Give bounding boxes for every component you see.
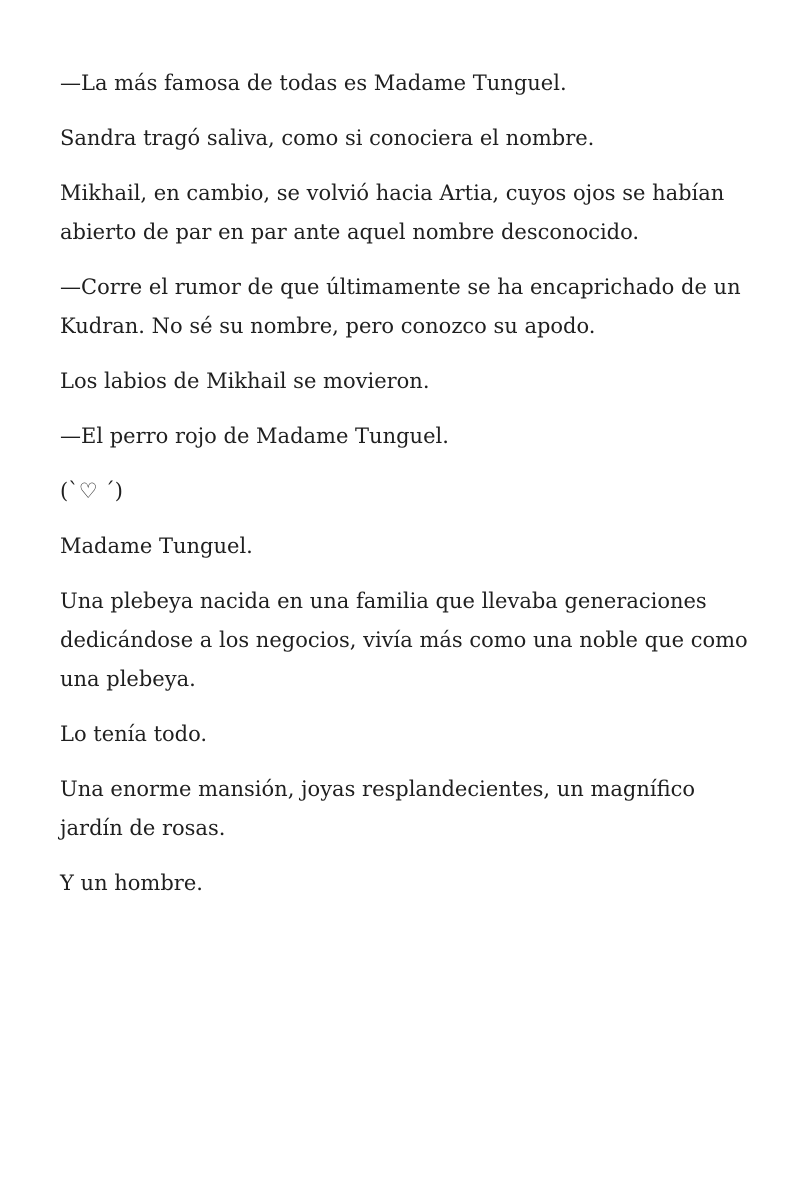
paragraph: Lo tenía todo. (60, 722, 208, 746)
paragraph: Sandra tragó saliva, como si conociera el nombre. (60, 126, 595, 150)
paragraph: Los labios de Mikhail se movieron. (60, 369, 430, 393)
paragraph: Y un hombre. (60, 871, 203, 895)
paragraph: —El perro rojo de Madame Tunguel. (60, 424, 449, 448)
paragraph: —La más famosa de todas es Madame Tunguel. (60, 71, 567, 95)
paragraph: Madame Tunguel. (60, 534, 253, 558)
paragraph: —Corre el rumor de que últimamente se ha encaprichado de un Kudran. No sé su nombre, pero conozco su apodo. (60, 275, 741, 338)
page-text (60, 64, 750, 919)
scene-divider: (`♡ ´) (60, 479, 123, 503)
paragraph: Mikhail, en cambio, se volvió hacia Artia, cuyos ojos se habían abierto de par en par ante aquel nombre desconocido. (60, 181, 725, 244)
paragraph: Una plebeya nacida en una familia que llevaba generaciones dedicándose a los negocios, vivía más como una noble que como una plebeya. (60, 589, 748, 691)
paragraph: Una enorme mansión, joyas resplandecientes, un magnífico jardín de rosas. (60, 777, 696, 840)
